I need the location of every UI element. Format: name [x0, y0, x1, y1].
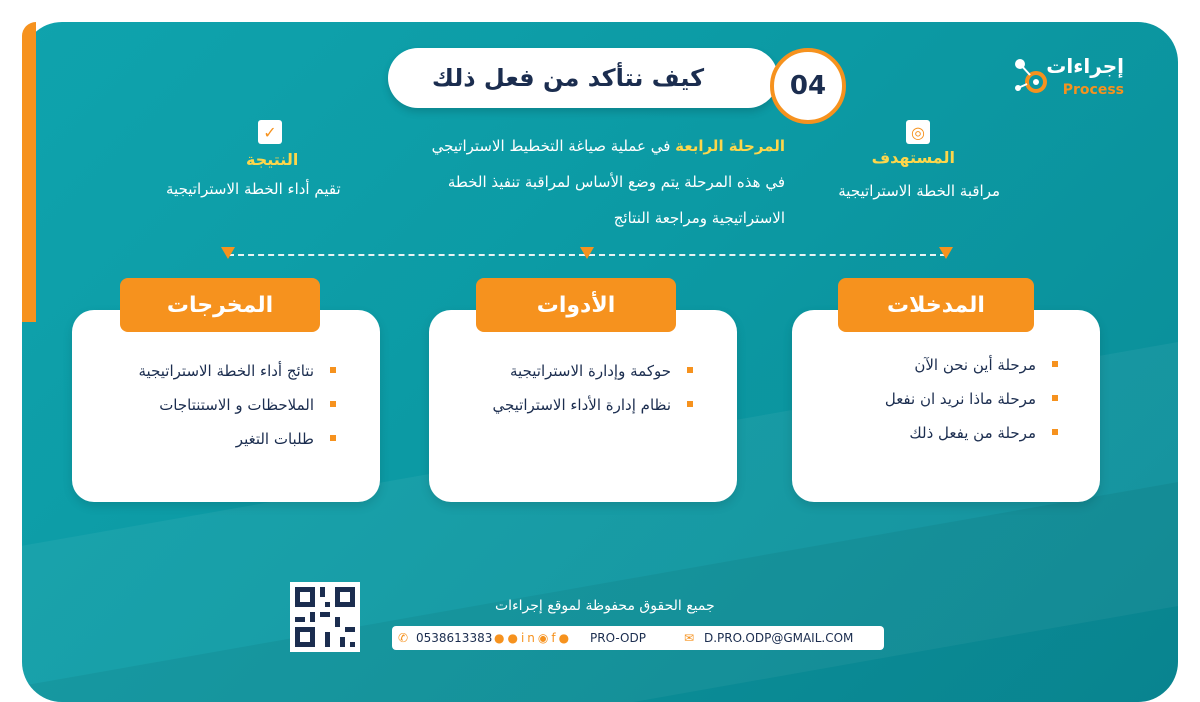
- list-item: الملاحظات و الاستنتاجات: [139, 388, 338, 422]
- description-line-1: [385, 128, 785, 164]
- logo-arabic: إجراءات: [1046, 54, 1124, 78]
- social-handle: PRO-ODP: [590, 631, 646, 645]
- orange-accent: [22, 22, 36, 322]
- list-item: نظام إدارة الأداء الاستراتيجي: [492, 388, 695, 422]
- tools-list: [492, 354, 695, 422]
- copyright-text: جميع الحقوق محفوظة لموقع إجراءات: [495, 598, 715, 614]
- arrow-down-icon: [939, 247, 953, 259]
- target-icon: ◎: [906, 120, 930, 144]
- stage-highlight: المرحلة الرابعة: [675, 137, 785, 155]
- title-pill: [388, 48, 778, 108]
- description-line-3: الاستراتيجية ومراجعة النتائج: [613, 209, 785, 227]
- list-item: طلبات التغير: [139, 422, 338, 456]
- brand-logo: [1002, 50, 1132, 106]
- step-number-badge: 04: [770, 48, 846, 124]
- email-icon: ✉: [684, 631, 695, 645]
- email-text: D.PRO.ODP@GMAIL.COM: [704, 631, 854, 645]
- description-line-1-rest: في عملية صياغة التخطيط الاستراتيجي: [431, 137, 676, 155]
- description-line-2: في هذه المرحلة يتم وضع الأساس لمراقبة تنفيذ الخطة: [447, 173, 785, 191]
- tools-card: [429, 310, 737, 502]
- arrow-down-icon: [221, 247, 235, 259]
- target-text: مراقبة الخطة الاستراتيجية: [838, 182, 1000, 200]
- result-label: النتيجة: [246, 150, 299, 169]
- inputs-card: [792, 310, 1100, 502]
- page-title: كيف نتأكد من فعل ذلك: [431, 64, 705, 92]
- inputs-header: المدخلات: [838, 278, 1034, 332]
- contact-bar: [392, 626, 884, 650]
- outputs-card: [72, 310, 380, 502]
- tools-header: الأدوات: [476, 278, 676, 332]
- stage-description: [385, 128, 785, 236]
- list-item: حوكمة وإدارة الاستراتيجية: [492, 354, 695, 388]
- social-icons: ●●in◉f●: [494, 631, 573, 645]
- qr-code-icon: [290, 582, 360, 652]
- result-text: تقيم أداء الخطة الاستراتيجية: [166, 180, 341, 198]
- outputs-header: المخرجات: [120, 278, 320, 332]
- list-item: مرحلة ماذا نريد ان نفعل: [885, 382, 1060, 416]
- whatsapp-icon: ✆: [398, 631, 409, 645]
- outputs-list: [139, 354, 338, 456]
- inputs-list: [885, 348, 1060, 450]
- list-item: مرحلة أين نحن الآن: [885, 348, 1060, 382]
- list-item: مرحلة من يفعل ذلك: [885, 416, 1060, 450]
- checkbox-icon: ✓: [258, 120, 282, 144]
- phone-text: 0538613383: [416, 631, 493, 645]
- target-label: المستهدف: [871, 148, 955, 167]
- logo-english: Process: [1062, 82, 1124, 98]
- arrow-down-icon: [580, 247, 594, 259]
- list-item: نتائج أداء الخطة الاستراتيجية: [139, 354, 338, 388]
